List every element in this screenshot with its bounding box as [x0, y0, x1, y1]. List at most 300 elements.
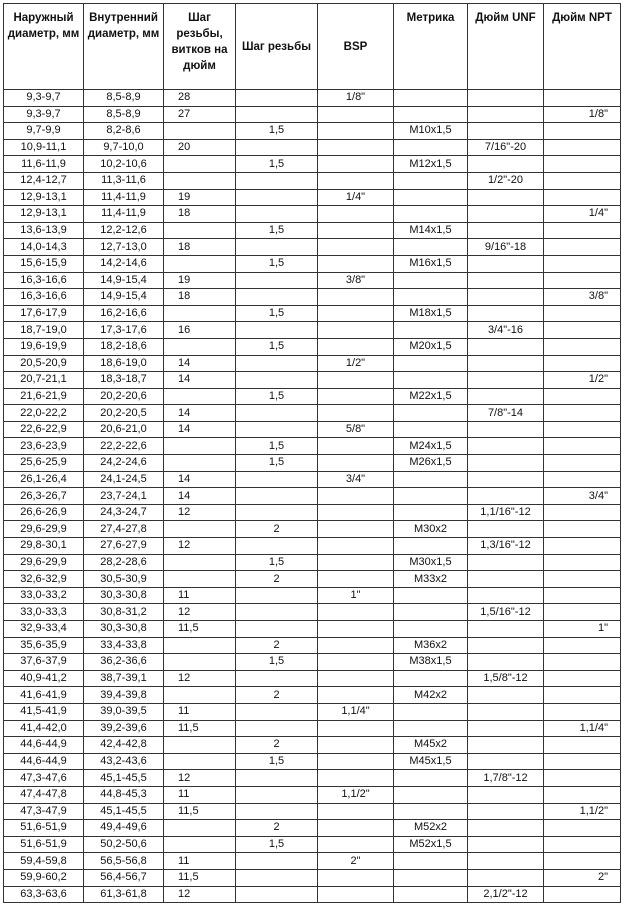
cell-outer-diameter: 20,5-20,9: [4, 355, 84, 372]
cell-outer-diameter: 29,6-29,9: [4, 521, 84, 538]
cell-outer-diameter: 21,6-21,9: [4, 388, 84, 405]
cell-npt: [544, 255, 621, 272]
table-row: [4, 272, 621, 289]
cell-npt: 1": [544, 621, 621, 638]
cell-unf: [468, 654, 544, 671]
table-row: [4, 438, 621, 455]
table-row: [4, 405, 621, 422]
cell-npt: [544, 156, 621, 173]
cell-tpi: [164, 338, 236, 355]
cell-inner-diameter: 18,6-19,0: [84, 355, 164, 372]
cell-pitch: [236, 355, 318, 372]
cell-inner-diameter: 50,2-50,6: [84, 836, 164, 853]
cell-inner-diameter: 27,4-27,8: [84, 521, 164, 538]
cell-tpi: 11: [164, 587, 236, 604]
cell-npt: 1,1/4": [544, 720, 621, 737]
cell-tpi: [164, 156, 236, 173]
cell-metric: [394, 803, 468, 820]
table-row: [4, 338, 621, 355]
cell-npt: 3/8": [544, 289, 621, 306]
cell-outer-diameter: 29,6-29,9: [4, 554, 84, 571]
cell-outer-diameter: 12,4-12,7: [4, 172, 84, 189]
cell-bsp: [318, 322, 394, 339]
cell-bsp: [318, 172, 394, 189]
cell-bsp: [318, 388, 394, 405]
cell-tpi: 14: [164, 355, 236, 372]
cell-bsp: [318, 521, 394, 538]
cell-pitch: [236, 604, 318, 621]
cell-bsp: [318, 670, 394, 687]
cell-outer-diameter: 9,3-9,7: [4, 90, 84, 107]
cell-unf: 2,1/2"-12: [468, 886, 544, 903]
cell-outer-diameter: 12,9-13,1: [4, 189, 84, 206]
cell-outer-diameter: 9,7-9,9: [4, 123, 84, 140]
table-row: [4, 421, 621, 438]
cell-metric: M38x1,5: [394, 654, 468, 671]
cell-inner-diameter: 16,2-16,6: [84, 305, 164, 322]
cell-outer-diameter: 35,6-35,9: [4, 637, 84, 654]
table-row: [4, 720, 621, 737]
table-row: [4, 820, 621, 837]
cell-outer-diameter: 40,9-41,2: [4, 670, 84, 687]
table-row: [4, 222, 621, 239]
cell-npt: [544, 355, 621, 372]
cell-bsp: [318, 504, 394, 521]
table-row: [4, 670, 621, 687]
cell-metric: [394, 538, 468, 555]
cell-pitch: [236, 869, 318, 886]
cell-tpi: 12: [164, 886, 236, 903]
cell-inner-diameter: 43,2-43,6: [84, 753, 164, 770]
cell-tpi: 14: [164, 488, 236, 505]
cell-bsp: 3/8": [318, 272, 394, 289]
cell-bsp: [318, 687, 394, 704]
cell-npt: [544, 272, 621, 289]
cell-bsp: [318, 438, 394, 455]
cell-pitch: [236, 206, 318, 223]
cell-outer-diameter: 10,9-11,1: [4, 139, 84, 156]
cell-unf: [468, 123, 544, 140]
cell-bsp: [318, 538, 394, 555]
cell-unf: [468, 372, 544, 389]
header-pitch: Шаг резьбы: [236, 4, 318, 90]
cell-metric: M22x1,5: [394, 388, 468, 405]
cell-outer-diameter: 59,9-60,2: [4, 869, 84, 886]
cell-metric: [394, 405, 468, 422]
cell-npt: [544, 670, 621, 687]
cell-inner-diameter: 9,7-10,0: [84, 139, 164, 156]
cell-pitch: [236, 106, 318, 123]
cell-unf: [468, 554, 544, 571]
cell-metric: [394, 604, 468, 621]
cell-bsp: [318, 222, 394, 239]
cell-unf: 9/16"-18: [468, 239, 544, 256]
cell-outer-diameter: 15,6-15,9: [4, 255, 84, 272]
cell-inner-diameter: 44,8-45,3: [84, 786, 164, 803]
cell-metric: M18x1,5: [394, 305, 468, 322]
table-row: [4, 737, 621, 754]
cell-metric: M30x2: [394, 521, 468, 538]
table-row: [4, 488, 621, 505]
cell-bsp: [318, 737, 394, 754]
cell-tpi: [164, 438, 236, 455]
cell-npt: 1/8": [544, 106, 621, 123]
cell-inner-diameter: 45,1-45,5: [84, 770, 164, 787]
cell-tpi: 11,5: [164, 869, 236, 886]
cell-bsp: [318, 106, 394, 123]
table-row: [4, 239, 621, 256]
cell-bsp: [318, 139, 394, 156]
cell-metric: [394, 106, 468, 123]
cell-unf: [468, 189, 544, 206]
cell-tpi: [164, 637, 236, 654]
table-row: [4, 255, 621, 272]
cell-metric: [394, 355, 468, 372]
cell-unf: 1,5/16"-12: [468, 604, 544, 621]
cell-tpi: 11: [164, 703, 236, 720]
cell-inner-diameter: 11,4-11,9: [84, 189, 164, 206]
cell-pitch: [236, 289, 318, 306]
cell-unf: [468, 587, 544, 604]
cell-pitch: [236, 272, 318, 289]
cell-unf: [468, 571, 544, 588]
cell-inner-diameter: 18,2-18,6: [84, 338, 164, 355]
cell-npt: [544, 189, 621, 206]
cell-tpi: [164, 554, 236, 571]
cell-unf: [468, 853, 544, 870]
cell-unf: [468, 289, 544, 306]
header-outer-diameter: Наружный диаметр, мм: [4, 4, 84, 90]
cell-unf: [468, 90, 544, 107]
cell-bsp: [318, 206, 394, 223]
cell-npt: [544, 770, 621, 787]
cell-inner-diameter: 11,3-11,6: [84, 172, 164, 189]
cell-inner-diameter: 30,3-30,8: [84, 587, 164, 604]
table-row: [4, 172, 621, 189]
table-row: [4, 206, 621, 223]
cell-pitch: [236, 471, 318, 488]
cell-unf: [468, 156, 544, 173]
cell-outer-diameter: 23,6-23,9: [4, 438, 84, 455]
cell-bsp: 3/4": [318, 471, 394, 488]
cell-inner-diameter: 23,7-24,1: [84, 488, 164, 505]
cell-npt: [544, 587, 621, 604]
cell-bsp: [318, 820, 394, 837]
cell-npt: [544, 820, 621, 837]
cell-inner-diameter: 17,3-17,6: [84, 322, 164, 339]
cell-bsp: [318, 554, 394, 571]
cell-npt: [544, 172, 621, 189]
cell-unf: [468, 471, 544, 488]
cell-outer-diameter: 41,6-41,9: [4, 687, 84, 704]
cell-unf: [468, 438, 544, 455]
cell-metric: M30x1,5: [394, 554, 468, 571]
header-metric: Метрика: [394, 4, 468, 90]
cell-tpi: 18: [164, 206, 236, 223]
cell-outer-diameter: 14,0-14,3: [4, 239, 84, 256]
cell-metric: [394, 139, 468, 156]
cell-npt: [544, 637, 621, 654]
cell-bsp: 5/8": [318, 421, 394, 438]
cell-bsp: [318, 571, 394, 588]
cell-inner-diameter: 36,2-36,6: [84, 654, 164, 671]
cell-unf: [468, 637, 544, 654]
cell-pitch: 1,5: [236, 156, 318, 173]
cell-pitch: [236, 670, 318, 687]
cell-outer-diameter: 41,5-41,9: [4, 703, 84, 720]
table-row: [4, 322, 621, 339]
cell-npt: [544, 786, 621, 803]
cell-inner-diameter: 56,4-56,7: [84, 869, 164, 886]
cell-bsp: [318, 455, 394, 472]
cell-inner-diameter: 24,2-24,6: [84, 455, 164, 472]
cell-tpi: 12: [164, 538, 236, 555]
cell-npt: [544, 654, 621, 671]
cell-inner-diameter: 8,2-8,6: [84, 123, 164, 140]
cell-tpi: [164, 123, 236, 140]
cell-bsp: [318, 869, 394, 886]
cell-npt: [544, 455, 621, 472]
cell-outer-diameter: 25,6-25,9: [4, 455, 84, 472]
cell-metric: M36x2: [394, 637, 468, 654]
cell-pitch: 1,5: [236, 222, 318, 239]
table-row: [4, 637, 621, 654]
cell-unf: [468, 803, 544, 820]
cell-pitch: 2: [236, 687, 318, 704]
cell-unf: [468, 488, 544, 505]
cell-pitch: 1,5: [236, 338, 318, 355]
cell-inner-diameter: 24,1-24,5: [84, 471, 164, 488]
cell-outer-diameter: 51,6-51,9: [4, 820, 84, 837]
cell-metric: [394, 703, 468, 720]
cell-metric: [394, 587, 468, 604]
cell-tpi: 12: [164, 504, 236, 521]
table-row: [4, 156, 621, 173]
cell-unf: [468, 255, 544, 272]
cell-tpi: 11,5: [164, 720, 236, 737]
cell-pitch: 2: [236, 521, 318, 538]
cell-pitch: [236, 405, 318, 422]
cell-metric: [394, 770, 468, 787]
cell-outer-diameter: 47,3-47,9: [4, 803, 84, 820]
header-row: [4, 4, 621, 90]
cell-outer-diameter: 22,0-22,2: [4, 405, 84, 422]
cell-unf: [468, 720, 544, 737]
cell-unf: [468, 836, 544, 853]
cell-bsp: [318, 255, 394, 272]
cell-metric: [394, 272, 468, 289]
cell-metric: M52x2: [394, 820, 468, 837]
cell-pitch: 1,5: [236, 388, 318, 405]
cell-pitch: [236, 770, 318, 787]
cell-outer-diameter: 33,0-33,3: [4, 604, 84, 621]
cell-tpi: [164, 820, 236, 837]
cell-bsp: 1": [318, 587, 394, 604]
cell-metric: [394, 172, 468, 189]
cell-pitch: 1,5: [236, 836, 318, 853]
cell-inner-diameter: 24,3-24,7: [84, 504, 164, 521]
cell-metric: [394, 289, 468, 306]
cell-npt: [544, 388, 621, 405]
cell-inner-diameter: 20,6-21,0: [84, 421, 164, 438]
cell-npt: [544, 554, 621, 571]
table-row: [4, 289, 621, 306]
cell-inner-diameter: 61,3-61,8: [84, 886, 164, 903]
cell-tpi: 20: [164, 139, 236, 156]
table-row: [4, 621, 621, 638]
cell-pitch: [236, 786, 318, 803]
cell-inner-diameter: 39,0-39,5: [84, 703, 164, 720]
table-row: [4, 836, 621, 853]
cell-inner-diameter: 30,5-30,9: [84, 571, 164, 588]
cell-npt: [544, 753, 621, 770]
cell-bsp: [318, 803, 394, 820]
cell-metric: [394, 670, 468, 687]
cell-tpi: [164, 571, 236, 588]
cell-npt: [544, 222, 621, 239]
cell-npt: [544, 521, 621, 538]
cell-outer-diameter: 26,6-26,9: [4, 504, 84, 521]
cell-outer-diameter: 26,3-26,7: [4, 488, 84, 505]
cell-inner-diameter: 14,2-14,6: [84, 255, 164, 272]
cell-unf: 7/8"-14: [468, 405, 544, 422]
cell-inner-diameter: 42,4-42,8: [84, 737, 164, 754]
cell-inner-diameter: 30,8-31,2: [84, 604, 164, 621]
cell-tpi: [164, 455, 236, 472]
cell-npt: [544, 571, 621, 588]
table-row: [4, 753, 621, 770]
cell-bsp: [318, 488, 394, 505]
cell-inner-diameter: 11,4-11,9: [84, 206, 164, 223]
cell-bsp: [318, 836, 394, 853]
cell-metric: [394, 853, 468, 870]
cell-unf: [468, 305, 544, 322]
table-row: [4, 355, 621, 372]
cell-pitch: [236, 172, 318, 189]
cell-metric: M20x1,5: [394, 338, 468, 355]
cell-outer-diameter: 63,3-63,6: [4, 886, 84, 903]
header-bsp: BSP: [318, 4, 394, 90]
cell-tpi: 12: [164, 604, 236, 621]
cell-unf: [468, 222, 544, 239]
cell-outer-diameter: 26,1-26,4: [4, 471, 84, 488]
table-row: [4, 869, 621, 886]
table-row: [4, 604, 621, 621]
table-row: [4, 372, 621, 389]
table-body: [4, 90, 621, 903]
cell-npt: [544, 836, 621, 853]
cell-unf: [468, 272, 544, 289]
cell-metric: [394, 90, 468, 107]
table-row: [4, 521, 621, 538]
cell-bsp: [318, 637, 394, 654]
cell-tpi: [164, 836, 236, 853]
table-row: [4, 504, 621, 521]
cell-tpi: 18: [164, 289, 236, 306]
table-row: [4, 571, 621, 588]
cell-npt: [544, 737, 621, 754]
cell-metric: [394, 372, 468, 389]
cell-inner-diameter: 30,3-30,8: [84, 621, 164, 638]
cell-metric: M24x1,5: [394, 438, 468, 455]
cell-unf: [468, 753, 544, 770]
table-row: [4, 886, 621, 903]
cell-bsp: [318, 289, 394, 306]
table-row: [4, 770, 621, 787]
cell-tpi: 11: [164, 786, 236, 803]
cell-pitch: [236, 621, 318, 638]
cell-npt: [544, 139, 621, 156]
table-row: [4, 587, 621, 604]
cell-tpi: 14: [164, 421, 236, 438]
cell-unf: [468, 687, 544, 704]
cell-unf: [468, 388, 544, 405]
cell-npt: [544, 886, 621, 903]
cell-tpi: 12: [164, 770, 236, 787]
cell-npt: 1/2": [544, 372, 621, 389]
cell-outer-diameter: 37,6-37,9: [4, 654, 84, 671]
cell-npt: [544, 123, 621, 140]
table-row: [4, 388, 621, 405]
table-row: [4, 853, 621, 870]
cell-outer-diameter: 51,6-51,9: [4, 836, 84, 853]
cell-inner-diameter: 56,5-56,8: [84, 853, 164, 870]
cell-unf: 1/2"-20: [468, 172, 544, 189]
cell-pitch: [236, 703, 318, 720]
cell-unf: [468, 355, 544, 372]
header-unf: Дюйм UNF: [468, 4, 544, 90]
cell-bsp: 1,1/4": [318, 703, 394, 720]
cell-npt: [544, 538, 621, 555]
cell-inner-diameter: 12,7-13,0: [84, 239, 164, 256]
cell-unf: 1,7/8"-12: [468, 770, 544, 787]
cell-metric: [394, 189, 468, 206]
cell-outer-diameter: 16,3-16,6: [4, 289, 84, 306]
cell-metric: [394, 720, 468, 737]
cell-tpi: [164, 654, 236, 671]
cell-bsp: 2": [318, 853, 394, 870]
cell-unf: [468, 737, 544, 754]
cell-pitch: 2: [236, 820, 318, 837]
cell-metric: M45x1,5: [394, 753, 468, 770]
cell-tpi: [164, 255, 236, 272]
cell-metric: [394, 786, 468, 803]
cell-inner-diameter: 39,4-39,8: [84, 687, 164, 704]
cell-metric: [394, 488, 468, 505]
cell-outer-diameter: 9,3-9,7: [4, 106, 84, 123]
cell-tpi: [164, 687, 236, 704]
cell-outer-diameter: 59,4-59,8: [4, 853, 84, 870]
table-row: [4, 106, 621, 123]
cell-inner-diameter: 39,2-39,6: [84, 720, 164, 737]
cell-pitch: 1,5: [236, 438, 318, 455]
table-row: [4, 90, 621, 107]
cell-inner-diameter: 45,1-45,5: [84, 803, 164, 820]
cell-unf: [468, 421, 544, 438]
cell-inner-diameter: 22,2-22,6: [84, 438, 164, 455]
cell-outer-diameter: 16,3-16,6: [4, 272, 84, 289]
cell-metric: M52x1,5: [394, 836, 468, 853]
cell-metric: [394, 869, 468, 886]
cell-npt: [544, 504, 621, 521]
cell-inner-diameter: 18,3-18,7: [84, 372, 164, 389]
cell-bsp: 1/8": [318, 90, 394, 107]
cell-metric: M12x1,5: [394, 156, 468, 173]
cell-pitch: [236, 803, 318, 820]
table-row: [4, 471, 621, 488]
cell-npt: [544, 239, 621, 256]
cell-bsp: 1/2": [318, 355, 394, 372]
